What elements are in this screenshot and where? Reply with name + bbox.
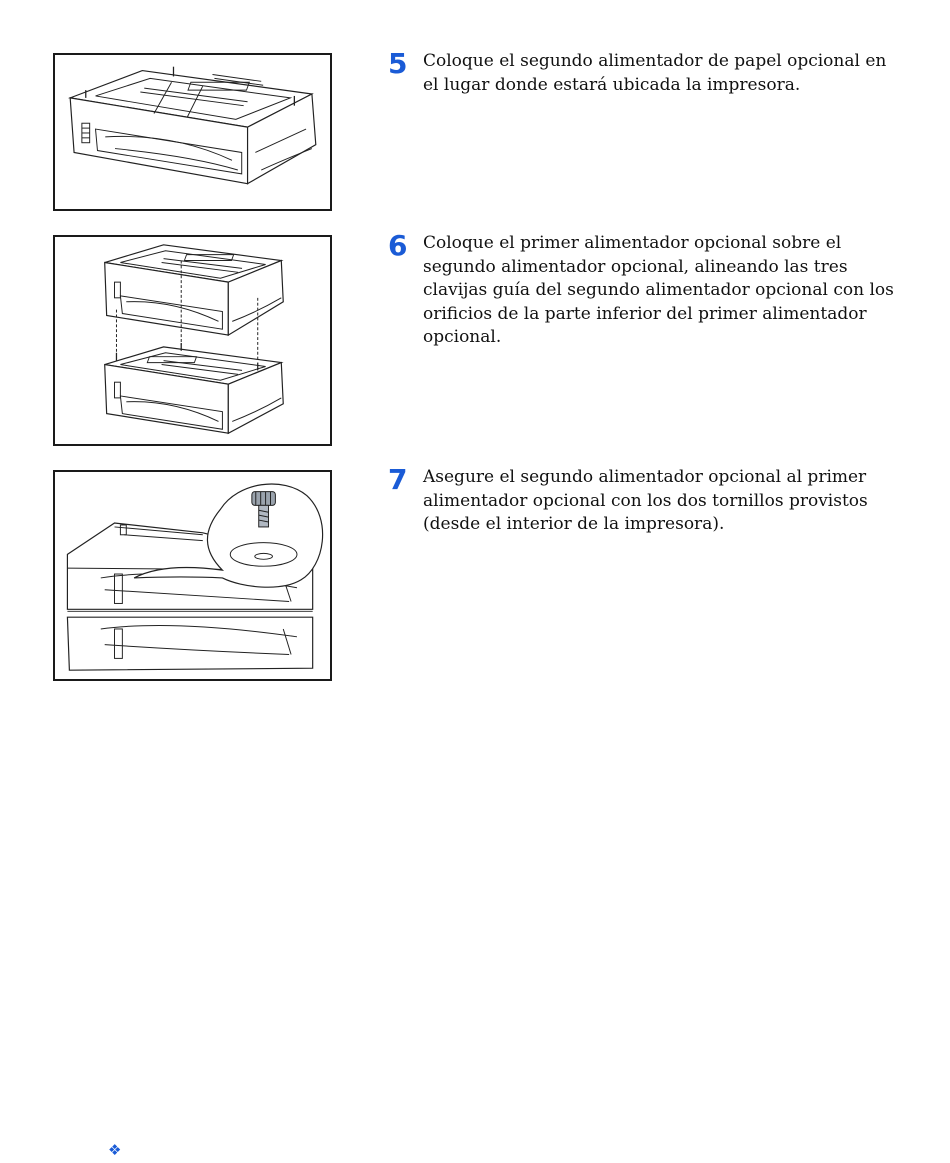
step-number: 7: [388, 463, 408, 496]
single-paper-feeder-illustration: [55, 55, 330, 209]
step-7: [388, 463, 908, 537]
diamond-bullet-icon: ❖: [108, 1141, 122, 1159]
step-5-illustration: [53, 53, 332, 211]
step-7-illustration: [53, 470, 332, 681]
step-number: 5: [388, 47, 408, 80]
screw-attachment-illustration: [55, 472, 330, 679]
step-instruction-text: Coloque el primer alimentador opcional sobre el segundo alimentador opcional, alineando las tres clavijas guía del segundo alimentador opcional con los orificios de la parte inferior del primer alimentador opcional.: [423, 233, 894, 347]
step-5: [388, 47, 908, 97]
stacking-feeders-illustration: [55, 237, 330, 444]
step-6-illustration: [53, 235, 332, 446]
step-instruction-text: Coloque el segundo alimentador de papel opcional en el lugar donde estará ubicada la impresora.: [423, 51, 887, 95]
step-number: 6: [388, 229, 408, 262]
step-instruction-text: Asegure el segundo alimentador opcional al primer alimentador opcional con los dos tornillos provistos (desde el interior de la impresora).: [423, 467, 868, 534]
step-6: [388, 229, 908, 350]
